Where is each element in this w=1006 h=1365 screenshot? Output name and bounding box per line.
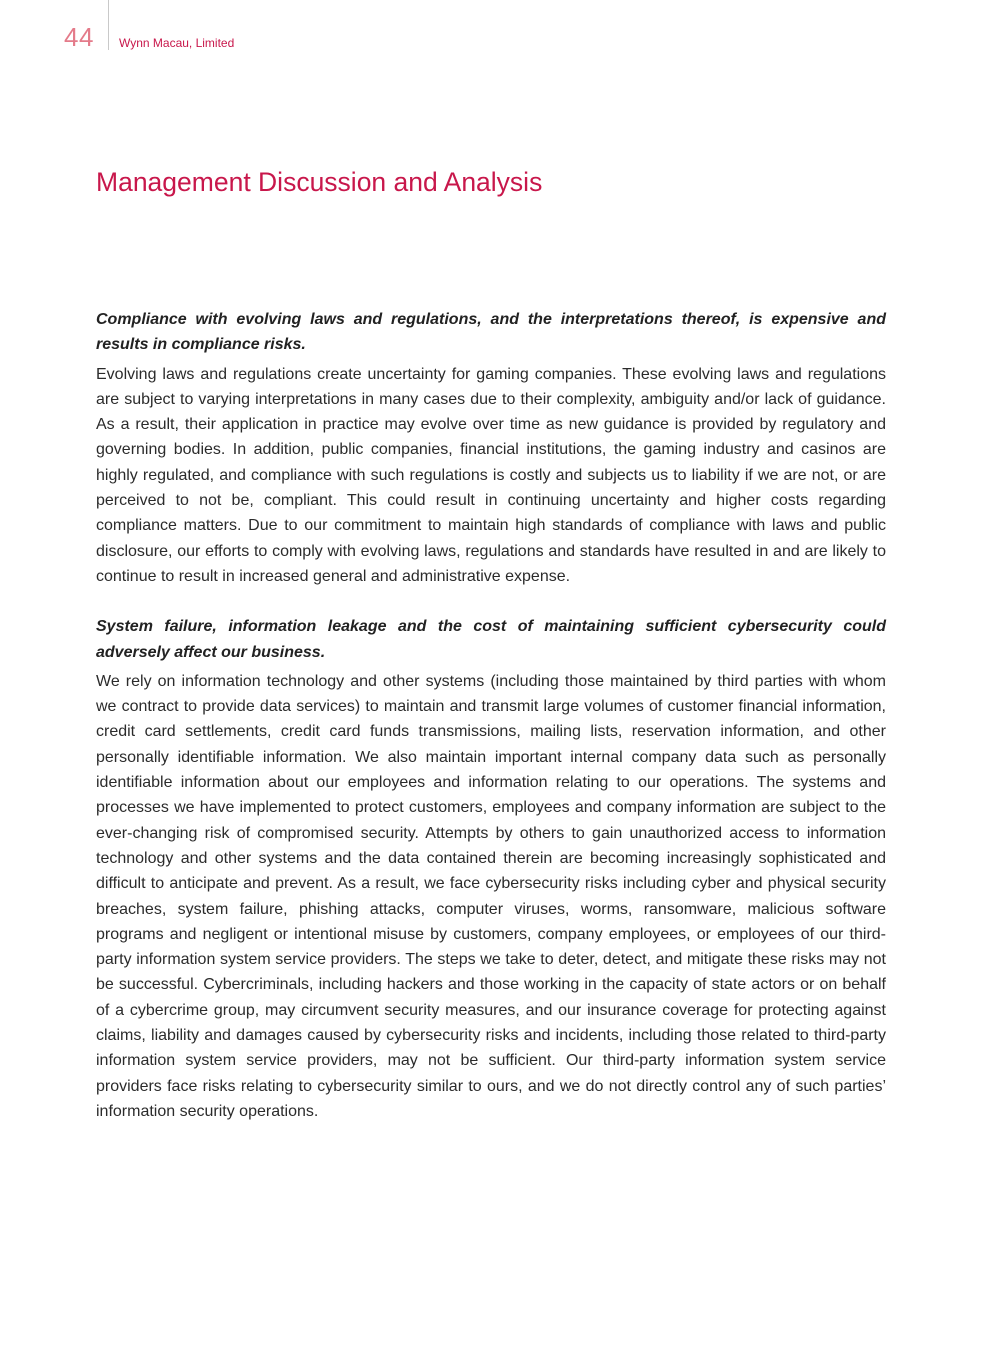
risk-body: We rely on information technology and other systems (including those maintained by third parties with whom we contract to provide data services) to maintain and transmit large volumes of customer financial information, credit card settlements, credit card funds transmissions, mailing lists, reservation information, and other personally identifiable information. We also maintain important internal company data such as personally identifiable information about our employees and information relating to our operations. The systems and processes we have implemented to protect customers, employees and company information are subject to the ever-changing risk of compromised security. Attempts by others to gain unauthorized access to information technology and other systems and the data contained therein are becoming increasingly sophisticated and difficult to anticipate and prevent. As a result, we face cybersecurity risks including cyber and physical security breaches, system failure, phishing attacks, computer viruses, worms, ransomware, malicious software programs and negligent or intentional misuse by customers, company employees, or employees of our third-party information system service providers. The steps we take to deter, detect, and mitigate these risks may not be successful. Cybercriminals, including hackers and those working in the capacity of state actors or on behalf of a cybercrime group, may circumvent security measures, and our insurance coverage for protecting against claims, liability and damages caused by cybersecurity risks and incidents, including those related to third-party information system service providers, may not be sufficient. Our third-party information system service providers face risks relating to cybersecurity similar to ours, and we do not directly control any of such parties’ information security operations. <box>96 672 886 1120</box>
header-divider <box>108 0 109 50</box>
page-header <box>0 0 1006 60</box>
main-content <box>96 307 886 1124</box>
risk-heading: System failure, information leakage and the cost of maintaining sufficient cybersecurity could adversely affect our business. <box>96 618 886 661</box>
page-number: 44 <box>64 22 94 52</box>
risk-body: Evolving laws and regulations create uncertainty for gaming companies. These evolving laws and regulations are subject to varying interpretations in many cases due to their complexity, ambiguity and/or lack of guidance. As a result, their application in practice may evolve over time as new guidance is provided by regulatory and governing bodies. In addition, public companies, financial institutions, the gaming industry and casinos are highly regulated, and compliance with such regulations is costly and subjects us to liability if we are not, or are perceived to not be, compliant. This could result in continuing uncertainty and higher costs regarding compliance matters. Due to our commitment to maintain high standards of compliance with laws and public disclosure, our efforts to comply with evolving laws, regulations and standards have resulted in and are likely to continue to result in increased general and administrative expense. <box>96 365 886 585</box>
company-name: Wynn Macau, Limited <box>119 36 235 50</box>
section-title: Management Discussion and Analysis <box>96 167 543 197</box>
risk-section-cybersecurity <box>96 614 886 1124</box>
risk-heading: Compliance with evolving laws and regulations, and the interpretations thereof, is expensive and results in compliance risks. <box>96 311 886 354</box>
risk-section-compliance <box>96 307 886 589</box>
